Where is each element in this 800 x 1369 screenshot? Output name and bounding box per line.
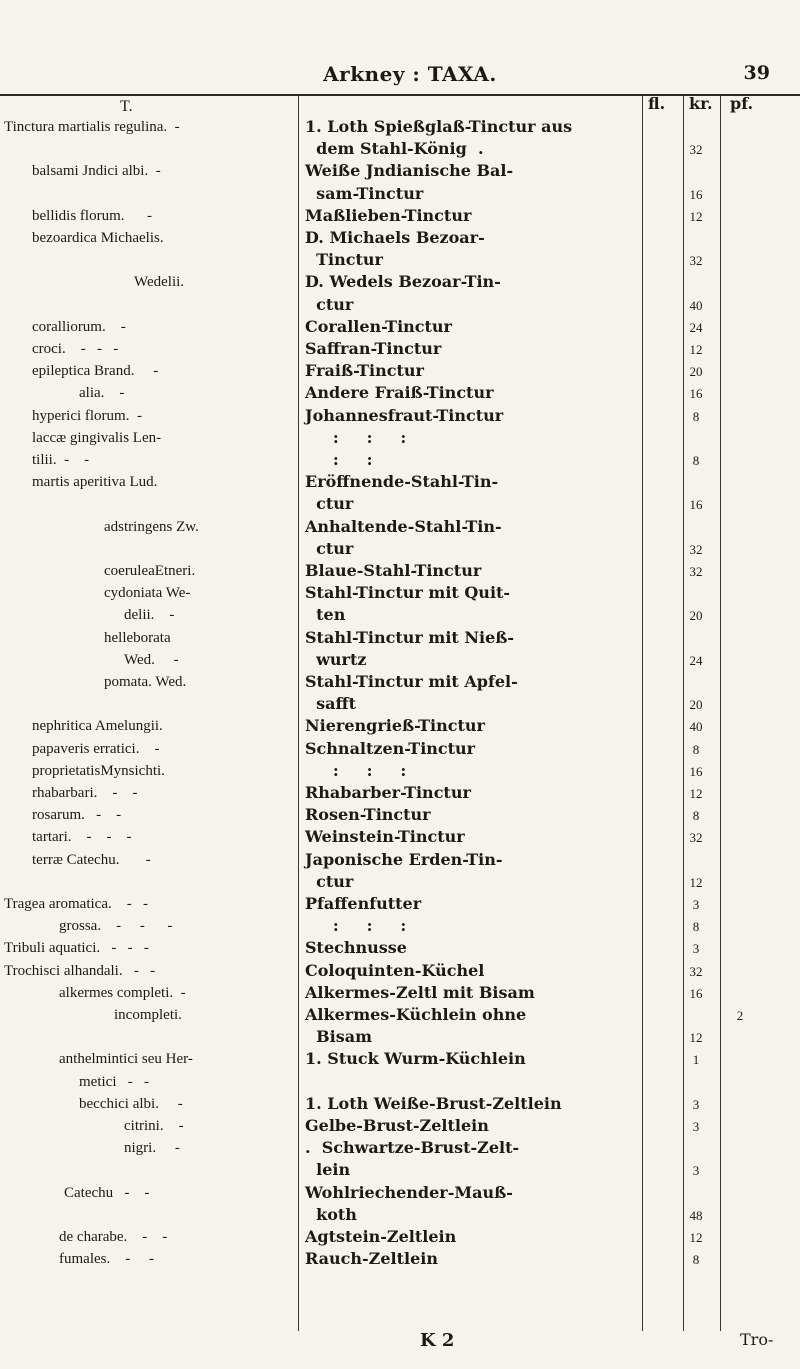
latin-name: croci. - - - bbox=[32, 341, 119, 357]
german-name: Stahl-Tinctur mit Quit- bbox=[305, 583, 511, 603]
german-name: ctur bbox=[305, 871, 354, 891]
kreuzer-value: 12 bbox=[689, 1030, 703, 1046]
latin-name: Tragea aromatica. - - bbox=[4, 896, 148, 912]
german-name: ten bbox=[305, 605, 346, 625]
kreuzer-value: 1 bbox=[692, 1052, 700, 1068]
pfennig-value: 2 bbox=[736, 1008, 744, 1023]
german-name: Weinstein-Tinctur bbox=[305, 827, 465, 847]
german-name: Alkermes-Küchlein ohne bbox=[305, 1005, 527, 1024]
kreuzer-value: 40 bbox=[689, 297, 703, 313]
latin-name: martis aperitiva Lud. bbox=[32, 474, 158, 491]
latin-name: de charabe. - - bbox=[59, 1229, 168, 1245]
latin-name: tilii. - - bbox=[32, 452, 90, 468]
kreuzer-value: 16 bbox=[689, 186, 703, 202]
latin-name: rosarum. - - bbox=[32, 807, 122, 824]
latin-name: nigri. - bbox=[124, 1140, 180, 1157]
latin-name: Wedelii. bbox=[134, 274, 185, 291]
german-name: . Schwartze-Brust-Zelt- bbox=[305, 1138, 520, 1158]
german-name: Rosen-Tinctur bbox=[305, 805, 431, 825]
german-name: dem Stahl-König . bbox=[305, 139, 484, 159]
latin-name: Tinctura martialis regulina. - bbox=[4, 119, 180, 135]
german-name: lein bbox=[305, 1160, 351, 1180]
german-name: Weiße Jndianische Bal- bbox=[305, 161, 514, 181]
latin-name: bellidis florum. - bbox=[32, 207, 152, 224]
kreuzer-value: 32 bbox=[689, 253, 703, 269]
german-name: wurtz bbox=[305, 649, 367, 669]
latin-name: proprietatisMynsichti. bbox=[32, 762, 165, 779]
german-name: : : bbox=[305, 450, 373, 469]
column-header-kr: kr. bbox=[689, 94, 713, 113]
column-divider-kr bbox=[683, 96, 684, 1331]
german-name: Johannesfraut-Tinctur bbox=[305, 405, 504, 425]
latin-name: alia. - bbox=[79, 385, 125, 402]
kreuzer-value: 16 bbox=[689, 497, 703, 513]
kreuzer-value: 24 bbox=[689, 652, 703, 668]
kreuzer-value: 24 bbox=[689, 319, 703, 335]
latin-name: Tribuli aquatici. - - - bbox=[4, 940, 149, 957]
kreuzer-value: 3 bbox=[692, 1163, 700, 1179]
kreuzer-value: 12 bbox=[689, 1230, 703, 1245]
latin-name: pomata. Wed. bbox=[104, 674, 187, 690]
kreuzer-value: 3 bbox=[692, 1119, 700, 1134]
latin-name: balsami Jndici albi. - bbox=[32, 163, 161, 180]
catchword: Tro- bbox=[740, 1330, 774, 1349]
german-name: Corallen-Tinctur bbox=[305, 316, 452, 336]
latin-name: metici - - bbox=[79, 1073, 149, 1090]
german-name: 1. Loth Spießglaß-Tinctur aus bbox=[305, 117, 573, 136]
column-header-pf: pf. bbox=[730, 94, 754, 113]
german-name: Alkermes-Zeltl mit Bisam bbox=[305, 982, 535, 1002]
german-name: Fraiß-Tinctur bbox=[305, 361, 424, 381]
signature-mark: K 2 bbox=[420, 1330, 455, 1351]
kreuzer-value: 20 bbox=[689, 608, 703, 624]
german-name: D. Michaels Bezoar- bbox=[305, 228, 485, 247]
latin-name: citrini. - bbox=[124, 1118, 184, 1134]
kreuzer-value: 12 bbox=[689, 874, 703, 890]
german-name: Stahl-Tinctur mit Apfel- bbox=[305, 672, 518, 691]
latin-name: becchici albi. - bbox=[79, 1095, 183, 1112]
column-divider-pf bbox=[720, 96, 721, 1331]
german-name: Rhabarber-Tinctur bbox=[305, 783, 471, 802]
german-name: : : : bbox=[305, 916, 407, 936]
german-name: Anhaltende-Stahl-Tin- bbox=[305, 516, 502, 536]
german-name: Andere Fraiß-Tinctur bbox=[305, 383, 494, 403]
german-name: Agtstein-Zeltlein bbox=[305, 1227, 457, 1246]
german-name: Nierengrieß-Tinctur bbox=[305, 716, 485, 736]
latin-name: coralliorum. - bbox=[32, 318, 126, 335]
kreuzer-value: 8 bbox=[692, 808, 700, 824]
german-name: Gelbe-Brust-Zeltlein bbox=[305, 1116, 489, 1135]
german-name: ctur bbox=[305, 538, 354, 558]
latin-name: adstringens Zw. bbox=[104, 518, 199, 535]
latin-name: Catechu - - bbox=[64, 1184, 150, 1201]
german-name: sam-Tinctur bbox=[305, 183, 424, 203]
german-name: Eröffnende-Stahl-Tin- bbox=[305, 472, 499, 492]
latin-name: epileptica Brand. - bbox=[32, 363, 159, 380]
german-name: Wohlriechender-Mauß- bbox=[305, 1182, 513, 1202]
kreuzer-value: 8 bbox=[692, 453, 700, 468]
kreuzer-value: 32 bbox=[689, 541, 703, 557]
column-divider-latin bbox=[298, 96, 299, 1331]
kreuzer-value: 16 bbox=[689, 386, 703, 402]
latin-name: delii. - bbox=[124, 607, 175, 624]
kreuzer-value: 48 bbox=[689, 1207, 703, 1223]
german-name: Maßlieben-Tinctur bbox=[305, 205, 472, 225]
latin-name: coeruleaEtneri. bbox=[104, 563, 196, 579]
latin-name: terræ Catechu. - bbox=[32, 851, 151, 868]
german-name: safft bbox=[305, 694, 357, 714]
kreuzer-value: 16 bbox=[689, 763, 703, 779]
german-name: Tinctur bbox=[305, 250, 383, 270]
page-number: 39 bbox=[743, 62, 770, 84]
german-name: : : : bbox=[305, 760, 407, 780]
latin-name: bezoardica Michaelis. bbox=[32, 230, 164, 246]
kreuzer-value: 16 bbox=[689, 985, 703, 1001]
kreuzer-value: 3 bbox=[692, 1096, 700, 1112]
kreuzer-value: 32 bbox=[689, 564, 703, 579]
german-name: ctur bbox=[305, 494, 354, 514]
latin-name: rhabarbari. - - bbox=[32, 785, 138, 801]
kreuzer-value: 3 bbox=[692, 941, 700, 957]
latin-name: fumales. - - bbox=[59, 1251, 154, 1268]
kreuzer-value: 40 bbox=[689, 719, 703, 735]
latin-name: tartari. - - - bbox=[32, 829, 132, 846]
german-name: Saffran-Tinctur bbox=[305, 339, 442, 358]
latin-name: incompleti. bbox=[114, 1007, 182, 1023]
latin-name: laccæ gingivalis Len- bbox=[32, 429, 162, 446]
running-title: Arkney : TAXA. bbox=[323, 62, 497, 86]
german-name: Coloquinten-Küchel bbox=[305, 960, 485, 980]
german-name: Stechnusse bbox=[305, 938, 407, 958]
latin-name: nephritica Amelungii. bbox=[32, 718, 163, 735]
kreuzer-value: 3 bbox=[692, 897, 700, 912]
kreuzer-value: 12 bbox=[689, 208, 703, 224]
kreuzer-value: 20 bbox=[689, 364, 703, 380]
section-letter: T. bbox=[120, 98, 133, 115]
latin-name: helleborata bbox=[104, 629, 171, 646]
german-name: 1. Loth Weiße-Brust-Zeltlein bbox=[305, 1093, 562, 1113]
german-name: D. Wedels Bezoar-Tin- bbox=[305, 272, 501, 292]
german-name: koth bbox=[305, 1204, 357, 1224]
running-header bbox=[0, 62, 800, 92]
latin-name: hyperici florum. - bbox=[32, 407, 142, 424]
german-name: Pfaffenfutter bbox=[305, 894, 422, 913]
german-name: ctur bbox=[305, 294, 354, 314]
latin-name: grossa. - - - bbox=[59, 918, 173, 935]
kreuzer-value: 8 bbox=[692, 919, 700, 935]
german-name: : : : bbox=[305, 427, 407, 447]
german-name: Rauch-Zeltlein bbox=[305, 1249, 438, 1269]
latin-name: Wed. - bbox=[124, 651, 179, 668]
kreuzer-value: 32 bbox=[689, 963, 703, 979]
latin-name: Trochisci alhandali. - - bbox=[4, 962, 156, 979]
german-name: 1. Stuck Wurm-Küchlein bbox=[305, 1049, 526, 1069]
latin-name: papaveris erratici. - bbox=[32, 740, 160, 757]
kreuzer-value: 32 bbox=[689, 830, 703, 846]
kreuzer-value: 12 bbox=[689, 786, 703, 801]
latin-name: cydoniata We- bbox=[104, 585, 191, 602]
kreuzer-value: 8 bbox=[692, 408, 700, 424]
kreuzer-value: 12 bbox=[689, 342, 703, 357]
latin-name: anthelmintici seu Her- bbox=[59, 1051, 193, 1068]
kreuzer-value: 20 bbox=[689, 697, 703, 713]
german-name: Japonische Erden-Tin- bbox=[305, 849, 503, 869]
header-rule bbox=[0, 94, 800, 96]
column-header-fl: fl. bbox=[648, 94, 666, 113]
kreuzer-value: 8 bbox=[692, 1252, 700, 1268]
german-name: Stahl-Tinctur mit Nieß- bbox=[305, 627, 515, 647]
latin-name: alkermes completi. - bbox=[59, 984, 186, 1001]
kreuzer-value: 8 bbox=[692, 741, 700, 757]
german-name: Blaue-Stahl-Tinctur bbox=[305, 561, 482, 580]
german-name: Schnaltzen-Tinctur bbox=[305, 738, 476, 758]
german-name: Bisam bbox=[305, 1027, 373, 1047]
kreuzer-value: 32 bbox=[689, 142, 703, 158]
